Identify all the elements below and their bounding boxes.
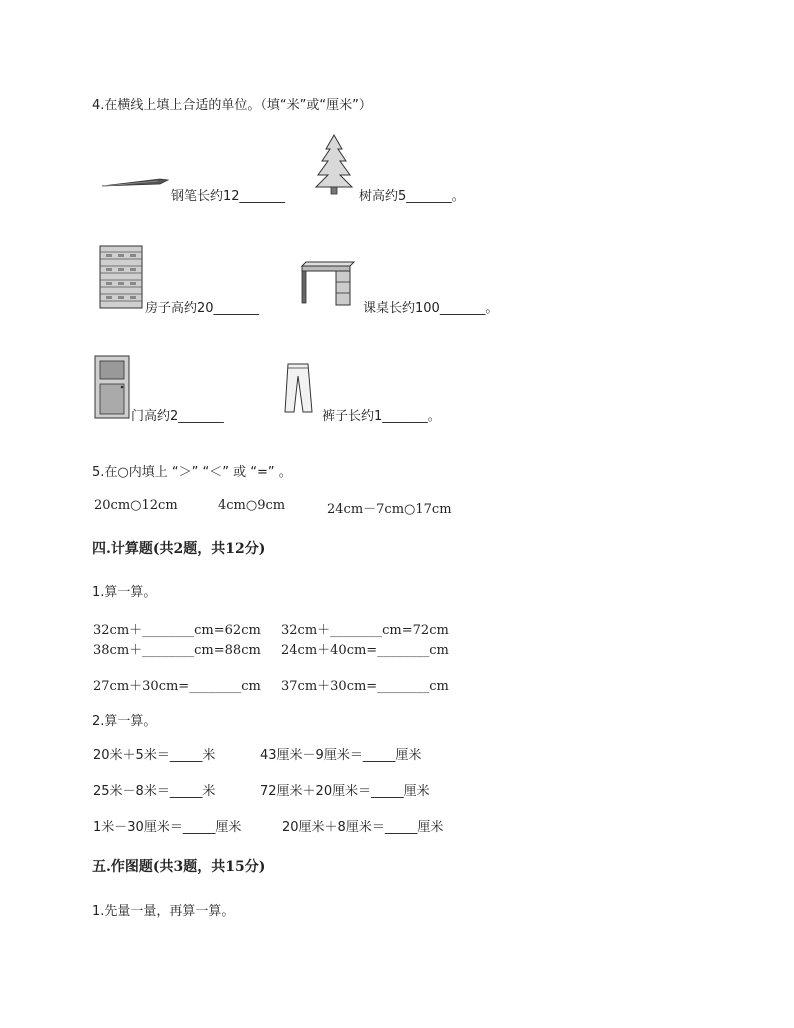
unit-calc-row1-left: 20米＋5米＝_____米 bbox=[93, 748, 216, 763]
compare-item-3: 24cm－7cm○17cm bbox=[327, 502, 452, 517]
desk-icon bbox=[296, 258, 358, 308]
unit-calc-row3-left: 1米－30厘米＝_____厘米 bbox=[93, 820, 242, 835]
pants-icon bbox=[282, 362, 314, 414]
compare-item-1: 20cm○12cm bbox=[94, 498, 178, 513]
pen-icon bbox=[100, 176, 170, 190]
section5-heading: 五.作图题(共3题，共15分) bbox=[92, 859, 266, 875]
unit-calc-row3-right: 20厘米＋8厘米＝_____厘米 bbox=[282, 820, 444, 835]
calc-row2-right: 24cm＋40cm=________cm bbox=[281, 643, 449, 658]
building-icon bbox=[96, 242, 148, 310]
calc-row3-left: 27cm＋30cm=________cm bbox=[93, 679, 261, 694]
unit-calc-row1-right: 43厘米－9厘米＝_____厘米 bbox=[260, 748, 422, 763]
calc-row2-left: 38cm＋________cm=88cm bbox=[93, 643, 261, 658]
section5-q1-title: 1.先量一量，再算一算。 bbox=[92, 904, 235, 919]
calc-row3-right: 37cm＋30cm=________cm bbox=[281, 679, 449, 694]
pants-length-prompt: 裤子长约1_______。 bbox=[322, 409, 441, 424]
door-icon bbox=[93, 354, 131, 420]
unit-calc-row2-left: 25米－8米＝_____米 bbox=[93, 784, 216, 799]
section4-heading: 四.计算题(共2题，共12分) bbox=[92, 541, 266, 557]
q5-title: 5.在○内填上 “＞” “＜” 或 “=” 。 bbox=[92, 465, 292, 480]
calc-row1-right: 32cm＋________cm=72cm bbox=[281, 623, 449, 638]
unit-calc-row2-right: 72厘米＋20厘米＝_____厘米 bbox=[260, 784, 430, 799]
door-height-prompt: 门高约2_______ bbox=[131, 409, 224, 424]
tree-icon bbox=[312, 133, 356, 195]
tree-height-prompt: 树高约5_______。 bbox=[359, 189, 465, 204]
calc-row1-left: 32cm＋________cm=62cm bbox=[93, 623, 261, 638]
q4-title: 4.在横线上填上合适的单位。（填“米”或“厘米”） bbox=[92, 98, 372, 113]
section4-q1-title: 1.算一算。 bbox=[92, 585, 157, 600]
desk-length-prompt: 课桌长约100_______。 bbox=[363, 301, 499, 316]
compare-item-2: 4cm○9cm bbox=[218, 498, 286, 513]
pen-length-prompt: 钢笔长约12_______ bbox=[171, 189, 286, 204]
house-height-prompt: 房子高约20_______ bbox=[145, 301, 260, 316]
section4-q2-title: 2.算一算。 bbox=[92, 714, 157, 729]
